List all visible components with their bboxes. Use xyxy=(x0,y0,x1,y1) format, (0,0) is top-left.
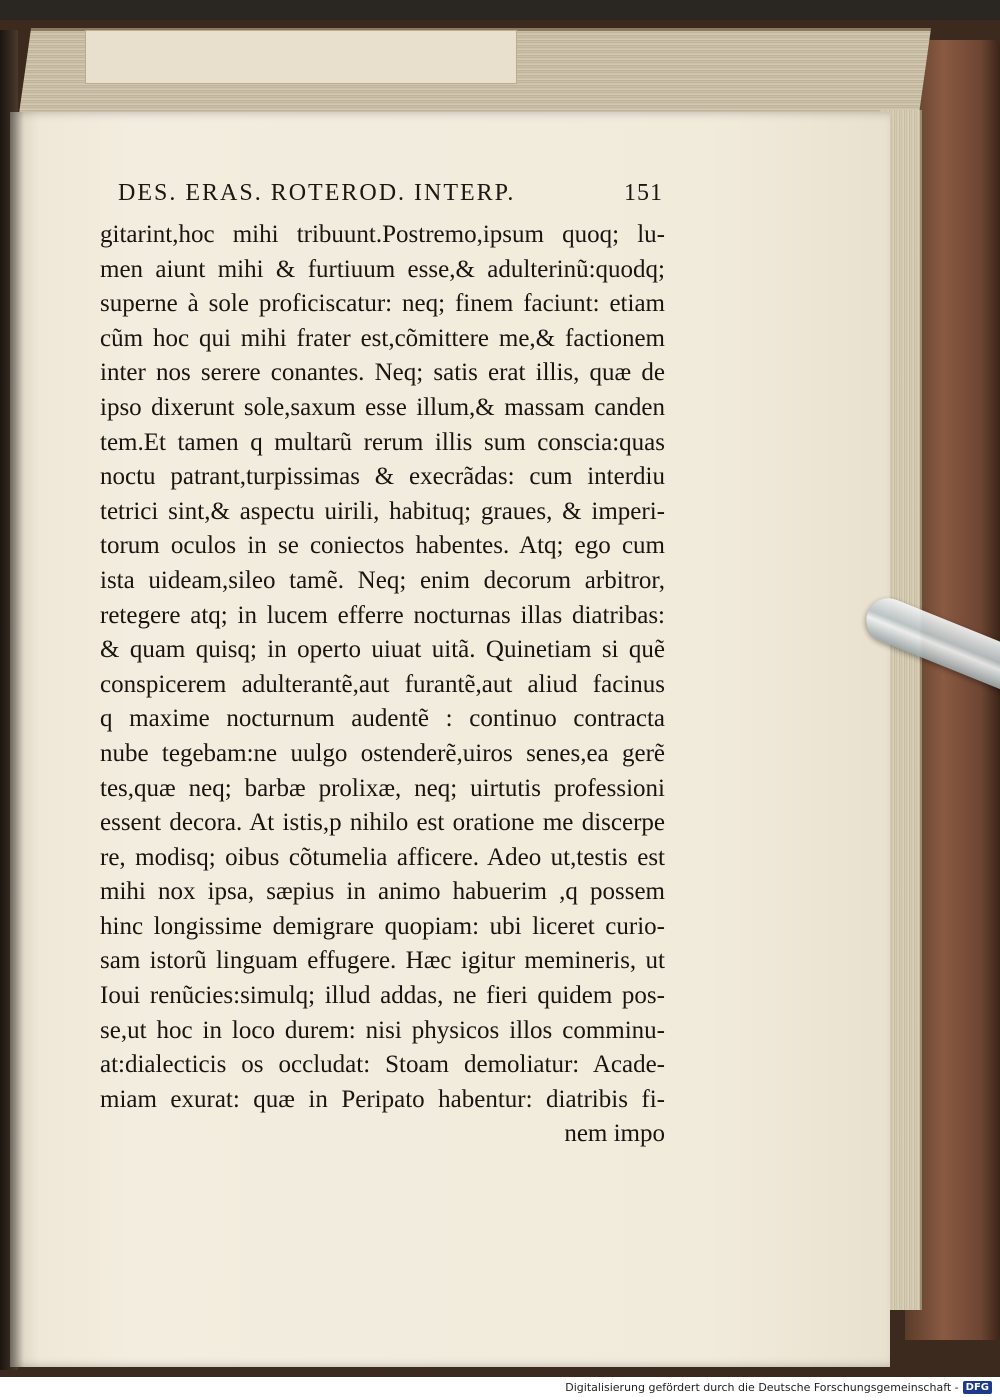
text-block xyxy=(100,218,665,1152)
text-line: cũm hoc qui mihi frater est,cõmittere me,& factionem xyxy=(100,324,665,352)
text-line: men aiunt mihi & furtiuum esse,& adulterinũ:quodq; xyxy=(100,255,665,283)
show-through-ghost xyxy=(86,1030,176,1060)
text-line: mihi nox ipsa, sæpius in animo habuerim ,q possem xyxy=(100,878,665,906)
spine-label-strip xyxy=(85,30,517,84)
text-line: ipso dixerunt sole,saxum esse illum,& massam canden xyxy=(100,393,665,421)
page-number: 151 xyxy=(624,180,663,206)
text-line: gitarint,hoc mihi tribuunt.Postremo,ipsum quoq; lu- xyxy=(100,221,665,248)
text-line: sam istorũ linguam effugere. Hæc igitur memineris, ut xyxy=(100,947,665,975)
text-line: tes,quæ neq; barbæ prolixæ, neq; uirtutis professioni xyxy=(100,774,665,802)
text-line: nube tegebam:ne uulgo ostenderẽ,uiros senes,ea gerẽ xyxy=(100,739,665,767)
text-line: ista uideam,sileo tamẽ. Neq; enim decorum arbitror, xyxy=(100,566,665,594)
footer-bar xyxy=(0,1377,1000,1397)
text-line: essent decora. At istis,p nihilo est oratione me discerpe xyxy=(100,809,665,837)
text-line: re, modisq; oibus cõtumelia afficere. Adeo ut,testis est xyxy=(100,843,665,871)
text-line: tem.Et tamen q multarũ rerum illis sum conscia:quas xyxy=(100,428,665,456)
text-line: torum oculos in se coniectos habentes. Atq; ego cum xyxy=(100,532,665,560)
text-line: retegere atq; in lucem efferre nocturnas illas diatribas: xyxy=(100,601,665,629)
text-line: superne à sole proficiscatur: neq; finem faciunt: etiam xyxy=(100,290,665,318)
text-line: conspicerem adulterantẽ,aut furantẽ,aut aliud facinus xyxy=(100,670,665,698)
text-line: & quam quisq; in operto uiuat uitã. Quinetiam si quẽ xyxy=(100,636,665,664)
running-head xyxy=(118,180,663,216)
text-line: miam exurat: quæ in Peripato habentur: diatribis fi- xyxy=(100,1085,665,1113)
gutter-shadow xyxy=(10,112,24,1367)
text-line: q maxime nocturnum audentẽ : continuo contracta xyxy=(100,705,665,733)
text-line: se,ut hoc in loco durem: nisi physicos illos comminu- xyxy=(100,1016,665,1044)
footer-credit-text: Digitalisierung gefördert durch die Deutsche Forschungsgemeinschaft - xyxy=(565,1380,959,1394)
text-line: Ioui renũcies:simulq; illud addas, ne fieri quidem pos- xyxy=(100,982,665,1010)
text-line: at:dialecticis os occludat: Stoam demoliatur: Acade- xyxy=(100,1051,665,1079)
dfg-logo: DFG xyxy=(963,1381,992,1394)
text-line: inter nos serere conantes. Neq; satis erat illis, quæ de xyxy=(100,359,665,387)
text-line: hinc longissime demigrare quopiam: ubi liceret curio- xyxy=(100,912,665,940)
catchword: nem impo xyxy=(564,1120,665,1148)
running-head-title: DES. ERAS. ROTEROD. INTERP. xyxy=(118,180,516,206)
text-line: tetrici sint,& aspectu uirili, habituq; graues, & imperi- xyxy=(100,497,665,525)
text-line: noctu patrant,turpissimas & execrãdas: cum interdiu xyxy=(100,463,665,491)
